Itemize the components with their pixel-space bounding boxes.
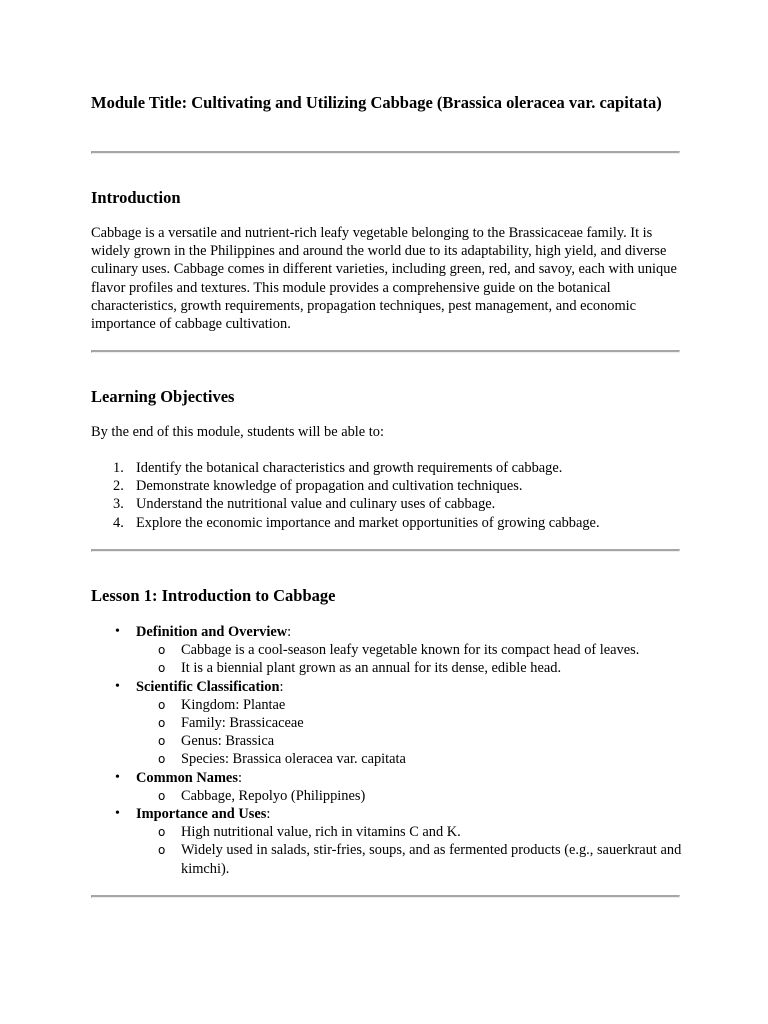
list-item-text: Demonstrate knowledge of propagation and cultivation techniques. [136, 478, 523, 495]
sub-list-item [136, 641, 683, 659]
objectives-list [91, 459, 600, 532]
divider [91, 895, 680, 898]
list-item [91, 514, 600, 532]
sub-bullet-icon: o [158, 843, 166, 858]
sub-item-text: High nutritional value, rich in vitamins C and K. [181, 824, 461, 841]
list-number: 4. [113, 514, 124, 531]
list-item: • Definition and Overview: o Cabbage is a cool-season leafy vegetable known for its compact head of leaves. o It is a biennial plant grown as an annual for its dense, edible head. [91, 623, 683, 678]
bullet-icon: • [115, 769, 120, 785]
sub-list-item [136, 732, 683, 750]
list-item: • Common Names: o Cabbage, Repolyo (Philippines) [91, 769, 683, 805]
list-item [91, 477, 600, 495]
sub-list-item [136, 714, 683, 732]
sub-item-text: Species: Brassica oleracea var. capitata [181, 751, 406, 768]
sub-item-text: Genus: Brassica [181, 733, 275, 750]
sub-list-item [136, 696, 683, 714]
sub-list [136, 641, 683, 677]
sub-bullet-icon: o [158, 734, 166, 749]
section-label: Importance and Uses [136, 806, 267, 823]
sub-bullet-icon: o [158, 643, 166, 658]
list-number: 1. [113, 460, 124, 476]
sub-list-item [136, 787, 683, 805]
sub-list-item [136, 823, 683, 841]
section-label: Common Names [136, 769, 238, 786]
list-item [91, 459, 600, 477]
sub-bullet-icon: o [158, 697, 166, 712]
sub-bullet-icon: o [158, 788, 166, 803]
list-number: 2. [113, 478, 124, 495]
sub-item-text: Family: Brassicaceae [181, 715, 304, 732]
sub-bullet-icon: o [158, 716, 166, 731]
divider [91, 549, 680, 552]
list-item [91, 495, 600, 513]
sub-item-text: Cabbage is a cool-season leafy vegetable known for its compact head of leaves. [181, 642, 640, 659]
list-item: • Scientific Classification: o Kingdom: Plantae o Family: Brassicaceae o Genus: Brassica o Species: Brassica oleracea var. capitata [91, 678, 683, 769]
list-number: 3. [113, 496, 124, 513]
list-item-text: Explore the economic importance and market opportunities of growing cabbage. [136, 514, 600, 531]
divider [91, 151, 680, 154]
introduction-paragraph: Cabbage is a versatile and nutrient-rich leafy vegetable belonging to the Brassicaceae family. It is widely grown in the Philippines and around the world due to its adaptability, high yield, and diverse culinary uses. Cabbage comes in different varieties, including green, red, and savoy, each with unique flavor profiles and textures. This module provides a comprehensive guide on the botanical characteristics, growth requirements, propagation techniques, pest management, and economic importance of cabbage cultivation. [91, 225, 677, 333]
list-item-text: Understand the nutritional value and culinary uses of cabbage. [136, 496, 496, 513]
sub-item-text: Cabbage, Repolyo (Philippines) [181, 787, 366, 804]
learning-objectives-heading: Learning Objectives [91, 387, 235, 406]
sub-bullet-icon: o [158, 661, 166, 676]
lesson1-heading: Lesson 1: Introduction to Cabbage [91, 586, 336, 605]
sub-list-item [136, 659, 683, 677]
sub-item-text: Widely used in salads, stir-fries, soups, and as fermented products (e.g., sauerkraut and kimchi). [181, 842, 682, 877]
bullet-icon: • [115, 678, 120, 694]
sub-list [136, 823, 683, 878]
sub-bullet-icon: o [158, 825, 166, 840]
sub-list [136, 787, 683, 805]
introduction-heading: Introduction [91, 188, 181, 207]
learning-objectives-intro: By the end of this module, students will be able to: [91, 424, 384, 440]
bullet-icon: • [115, 624, 120, 639]
sub-list-item [136, 750, 683, 768]
sub-item-text: Kingdom: Plantae [181, 696, 286, 713]
bullet-icon: • [115, 806, 120, 822]
sub-list [136, 696, 683, 769]
sub-bullet-icon: o [158, 752, 166, 767]
section-label: Scientific Classification [136, 678, 280, 695]
module-title: Module Title: Cultivating and Utilizing Cabbage (Brassica oleracea var. capitata) [91, 93, 662, 112]
divider [91, 350, 680, 353]
list-item-text: Identify the botanical characteristics and growth requirements of cabbage. [136, 460, 563, 476]
list-item: • Importance and Uses: o High nutritional value, rich in vitamins C and K. o Widely used in salads, stir-fries, soups, and as fermented products (e.g., sauerkraut and kimchi). [115, 806, 682, 877]
sub-item-text: It is a biennial plant grown as an annual for its dense, edible head. [181, 660, 562, 677]
sub-list-item [136, 841, 683, 877]
section-label: Definition and Overview [136, 624, 288, 640]
lesson1-bullet-list [91, 623, 683, 878]
